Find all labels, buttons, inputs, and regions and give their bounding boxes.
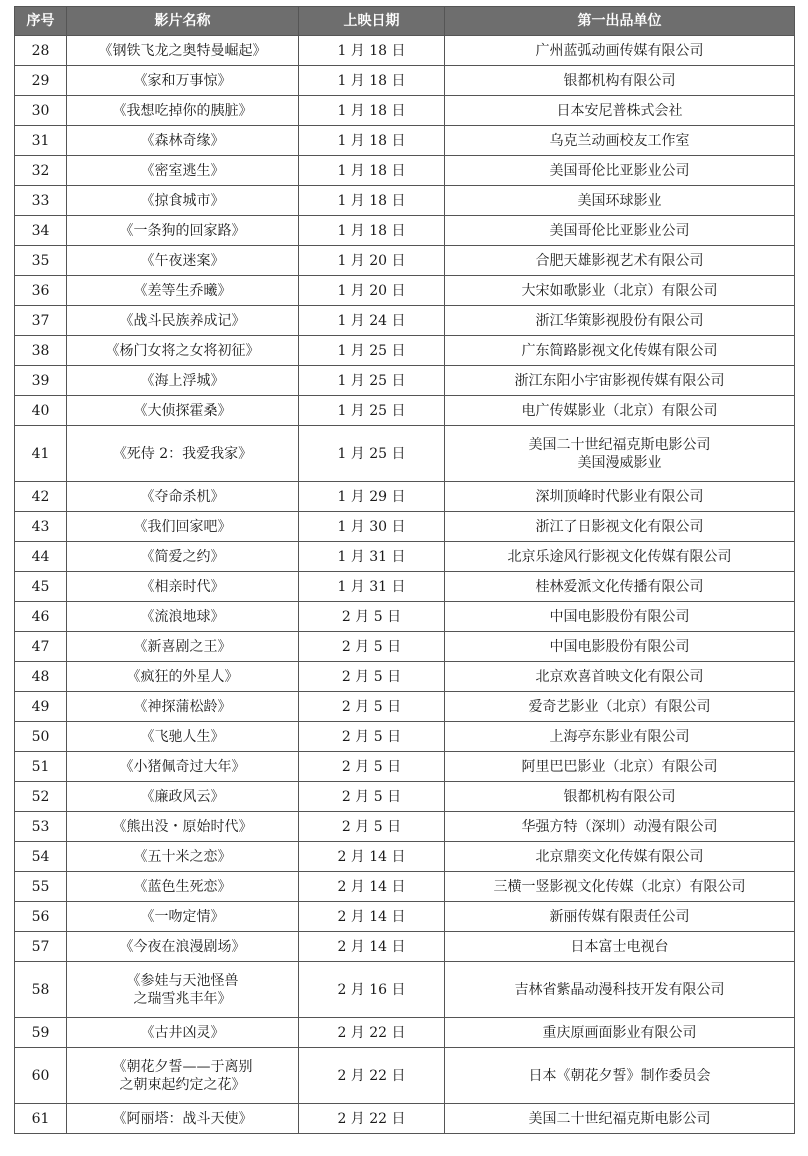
- table-header: [15, 7, 795, 36]
- film-title-line: 《蓝色生死恋》: [133, 878, 232, 895]
- producer: [445, 216, 795, 246]
- row-index: 38: [15, 336, 67, 366]
- row-index: 57: [15, 932, 67, 962]
- row-index: 32: [15, 156, 67, 186]
- producer: [445, 246, 795, 276]
- row-index: 36: [15, 276, 67, 306]
- producer: [445, 66, 795, 96]
- release-date: 2 月 22 日: [299, 1048, 445, 1104]
- film-title: [67, 752, 299, 782]
- film-title: [67, 96, 299, 126]
- film-title-line: 《古井凶灵》: [140, 1024, 225, 1041]
- release-date: 2 月 5 日: [299, 722, 445, 752]
- producer-line: 广州蓝弧动画传媒有限公司: [535, 42, 704, 59]
- film-title-line: 《小猪佩奇过大年》: [119, 758, 246, 775]
- table-row: [15, 752, 795, 782]
- table-row: [15, 692, 795, 722]
- producer-line: 美国哥伦比亚影业公司: [549, 222, 690, 239]
- film-title: [67, 602, 299, 632]
- release-date: 2 月 14 日: [299, 842, 445, 872]
- film-title: [67, 1018, 299, 1048]
- row-index: 30: [15, 96, 67, 126]
- row-index: 51: [15, 752, 67, 782]
- row-index: 43: [15, 512, 67, 542]
- table-row: [15, 482, 795, 512]
- producer: [445, 1048, 795, 1104]
- film-title-line: 《朝花夕誓——于离别: [112, 1058, 253, 1075]
- header-index: 序号: [15, 7, 67, 36]
- release-date: 2 月 5 日: [299, 752, 445, 782]
- film-title: [67, 662, 299, 692]
- film-title: [67, 692, 299, 722]
- producer-line: 广东简路影视文化传媒有限公司: [521, 342, 718, 359]
- producer-line: 日本《朝花夕誓》制作委员会: [528, 1067, 711, 1084]
- film-title: [67, 66, 299, 96]
- row-index: 49: [15, 692, 67, 722]
- film-title: [67, 482, 299, 512]
- table-row: [15, 782, 795, 812]
- film-title-line: 《简爱之约》: [140, 548, 225, 565]
- producer-line: 北京鼎奕文化传媒有限公司: [535, 848, 704, 865]
- table-row: [15, 842, 795, 872]
- row-index: 42: [15, 482, 67, 512]
- film-title-line: 《森林奇缘》: [140, 132, 225, 149]
- film-title: [67, 542, 299, 572]
- film-title: [67, 336, 299, 366]
- film-title-line: 《我想吃掉你的胰脏》: [112, 102, 253, 119]
- film-title: [67, 396, 299, 426]
- table-row: [15, 1104, 795, 1134]
- table-row: [15, 542, 795, 572]
- release-date: 1 月 24 日: [299, 306, 445, 336]
- film-title: [67, 1048, 299, 1104]
- table-row: [15, 156, 795, 186]
- table-row: [15, 396, 795, 426]
- row-index: 35: [15, 246, 67, 276]
- film-title: [67, 962, 299, 1018]
- release-date: 1 月 25 日: [299, 366, 445, 396]
- film-title: [67, 902, 299, 932]
- producer: [445, 692, 795, 722]
- table-row: [15, 126, 795, 156]
- release-date: 2 月 5 日: [299, 782, 445, 812]
- release-date: 2 月 14 日: [299, 872, 445, 902]
- release-date: 1 月 25 日: [299, 336, 445, 366]
- release-date: 1 月 25 日: [299, 396, 445, 426]
- producer: [445, 426, 795, 482]
- film-title-line: 《相亲时代》: [140, 578, 225, 595]
- table-row: [15, 36, 795, 66]
- release-date: 2 月 5 日: [299, 602, 445, 632]
- film-title-line: 《钢铁飞龙之奥特曼崛起》: [98, 42, 267, 59]
- film-title-line: 《杨门女将之女将初征》: [105, 342, 260, 359]
- producer-line: 银都机构有限公司: [563, 72, 676, 89]
- producer-line: 美国二十世纪福克斯电影公司: [528, 1110, 711, 1127]
- film-title-line: 《今夜在浪漫剧场》: [119, 938, 246, 955]
- row-index: 55: [15, 872, 67, 902]
- film-title: [67, 306, 299, 336]
- table-row: [15, 276, 795, 306]
- producer: [445, 572, 795, 602]
- producer-line: 浙江了日影视文化有限公司: [535, 518, 704, 535]
- header-producer: 第一出品单位: [445, 7, 795, 36]
- row-index: 40: [15, 396, 67, 426]
- producer-line: 电广传媒影业（北京）有限公司: [521, 402, 718, 419]
- release-date: 1 月 18 日: [299, 96, 445, 126]
- film-title: [67, 572, 299, 602]
- film-title-line: 《熊出没・原始时代》: [112, 818, 253, 835]
- producer: [445, 512, 795, 542]
- producer: [445, 306, 795, 336]
- row-index: 28: [15, 36, 67, 66]
- row-index: 41: [15, 426, 67, 482]
- film-title: [67, 36, 299, 66]
- table-row: [15, 186, 795, 216]
- table-row: [15, 96, 795, 126]
- producer: [445, 842, 795, 872]
- film-title-line: 《廉政风云》: [140, 788, 225, 805]
- producer: [445, 126, 795, 156]
- row-index: 58: [15, 962, 67, 1018]
- producer: [445, 932, 795, 962]
- table-body: [15, 36, 795, 1134]
- producer-line: 银都机构有限公司: [563, 788, 676, 805]
- producer: [445, 1018, 795, 1048]
- release-date: 1 月 20 日: [299, 246, 445, 276]
- producer-line: 日本富士电视台: [570, 938, 669, 955]
- film-title: [67, 722, 299, 752]
- film-title-line: 《一吻定情》: [140, 908, 225, 925]
- table-row: [15, 602, 795, 632]
- row-index: 39: [15, 366, 67, 396]
- table-row: [15, 962, 795, 1018]
- film-title: [67, 246, 299, 276]
- table-row: [15, 632, 795, 662]
- producer: [445, 482, 795, 512]
- release-date: 2 月 22 日: [299, 1018, 445, 1048]
- film-title-line: 《参娃与天池怪兽: [126, 972, 239, 989]
- producer: [445, 366, 795, 396]
- release-date: 2 月 5 日: [299, 662, 445, 692]
- table-row: [15, 366, 795, 396]
- producer-line: 重庆原画面影业有限公司: [542, 1024, 697, 1041]
- release-date: 1 月 30 日: [299, 512, 445, 542]
- film-title-line: 《五十米之恋》: [133, 848, 232, 865]
- table-row: [15, 246, 795, 276]
- film-title: [67, 512, 299, 542]
- film-title-line: 《阿丽塔：战斗天使》: [112, 1110, 253, 1127]
- film-title-line: 《密室逃生》: [140, 162, 225, 179]
- table-row: [15, 66, 795, 96]
- row-index: 52: [15, 782, 67, 812]
- table-row: [15, 216, 795, 246]
- row-index: 53: [15, 812, 67, 842]
- release-date: 1 月 31 日: [299, 542, 445, 572]
- release-date: 2 月 14 日: [299, 932, 445, 962]
- release-date: 2 月 14 日: [299, 902, 445, 932]
- producer-line: 中国电影股份有限公司: [549, 638, 690, 655]
- release-date: 2 月 5 日: [299, 812, 445, 842]
- film-release-table: [14, 6, 795, 1134]
- producer-line: 阿里巴巴影业（北京）有限公司: [521, 758, 718, 775]
- producer-line: 桂林爱派文化传播有限公司: [535, 578, 704, 595]
- table-row: [15, 426, 795, 482]
- film-title-line: 《疯狂的外星人》: [126, 668, 239, 685]
- producer-line: 乌克兰动画校友工作室: [549, 132, 690, 149]
- row-index: 46: [15, 602, 67, 632]
- film-title-line: 《差等生乔曦》: [133, 282, 232, 299]
- producer-line: 吉林省紫晶动漫科技开发有限公司: [514, 981, 725, 998]
- table-row: [15, 572, 795, 602]
- header-row: [15, 7, 795, 36]
- film-title: [67, 872, 299, 902]
- film-title: [67, 932, 299, 962]
- row-index: 37: [15, 306, 67, 336]
- row-index: 31: [15, 126, 67, 156]
- film-title-line: 之朝束起约定之花》: [119, 1076, 246, 1093]
- film-title: [67, 216, 299, 246]
- row-index: 45: [15, 572, 67, 602]
- producer: [445, 782, 795, 812]
- film-title: [67, 426, 299, 482]
- release-date: 1 月 29 日: [299, 482, 445, 512]
- producer: [445, 276, 795, 306]
- producer: [445, 186, 795, 216]
- film-title-line: 《死侍 2：我爱我家》: [112, 445, 253, 462]
- table-row: [15, 1018, 795, 1048]
- producer-line: 日本安尼普株式会社: [556, 102, 683, 119]
- release-date: 1 月 18 日: [299, 156, 445, 186]
- producer: [445, 156, 795, 186]
- film-title: [67, 842, 299, 872]
- producer: [445, 722, 795, 752]
- release-date: 2 月 22 日: [299, 1104, 445, 1134]
- producer: [445, 1104, 795, 1134]
- row-index: 47: [15, 632, 67, 662]
- table-row: [15, 512, 795, 542]
- film-title-line: 《一条狗的回家路》: [119, 222, 246, 239]
- table-row: [15, 812, 795, 842]
- producer-line: 美国环球影业: [577, 192, 662, 209]
- table-row: [15, 336, 795, 366]
- row-index: 44: [15, 542, 67, 572]
- table-row: [15, 1048, 795, 1104]
- release-date: 1 月 20 日: [299, 276, 445, 306]
- film-title: [67, 812, 299, 842]
- film-title-line: 之瑞雪兆丰年》: [133, 990, 232, 1007]
- film-title-line: 《我们回家吧》: [133, 518, 232, 535]
- film-title: [67, 632, 299, 662]
- film-title-line: 《家和万事惊》: [133, 72, 232, 89]
- film-title: [67, 276, 299, 306]
- release-date: 2 月 5 日: [299, 692, 445, 722]
- film-title-line: 《掠食城市》: [140, 192, 225, 209]
- producer: [445, 632, 795, 662]
- producer-line: 深圳顶峰时代影业有限公司: [535, 488, 704, 505]
- table-row: [15, 722, 795, 752]
- producer-line: 中国电影股份有限公司: [549, 608, 690, 625]
- film-title-line: 《神探蒲松龄》: [133, 698, 232, 715]
- producer: [445, 662, 795, 692]
- release-date: 1 月 25 日: [299, 426, 445, 482]
- film-title-line: 《海上浮城》: [140, 372, 225, 389]
- producer: [445, 542, 795, 572]
- film-title: [67, 782, 299, 812]
- release-date: 1 月 18 日: [299, 126, 445, 156]
- producer: [445, 96, 795, 126]
- release-date: 2 月 16 日: [299, 962, 445, 1018]
- producer-line: 北京乐途风行影视文化传媒有限公司: [507, 548, 732, 565]
- release-date: 1 月 18 日: [299, 36, 445, 66]
- producer-line: 上海亭东影业有限公司: [549, 728, 690, 745]
- film-title-line: 《流浪地球》: [140, 608, 225, 625]
- producer-line: 美国二十世纪福克斯电影公司: [528, 436, 711, 453]
- producer: [445, 36, 795, 66]
- film-title: [67, 186, 299, 216]
- release-date: 1 月 18 日: [299, 216, 445, 246]
- producer-line: 爱奇艺影业（北京）有限公司: [528, 698, 711, 715]
- table-row: [15, 932, 795, 962]
- row-index: 34: [15, 216, 67, 246]
- film-title-line: 《夺命杀机》: [140, 488, 225, 505]
- table-row: [15, 306, 795, 336]
- release-date: 1 月 31 日: [299, 572, 445, 602]
- producer-line: 浙江华策影视股份有限公司: [535, 312, 704, 329]
- producer: [445, 396, 795, 426]
- row-index: 60: [15, 1048, 67, 1104]
- film-title: [67, 1104, 299, 1134]
- row-index: 48: [15, 662, 67, 692]
- producer: [445, 812, 795, 842]
- producer: [445, 336, 795, 366]
- release-date: 2 月 5 日: [299, 632, 445, 662]
- film-title-line: 《飞驰人生》: [140, 728, 225, 745]
- film-title: [67, 366, 299, 396]
- producer-line: 大宋如歌影业（北京）有限公司: [521, 282, 718, 299]
- producer-line: 合肥天雄影视艺术有限公司: [535, 252, 704, 269]
- table-row: [15, 662, 795, 692]
- row-index: 56: [15, 902, 67, 932]
- row-index: 29: [15, 66, 67, 96]
- film-release-table-page: [14, 6, 794, 1134]
- row-index: 33: [15, 186, 67, 216]
- film-title-line: 《大侦探霍桑》: [133, 402, 232, 419]
- film-title: [67, 126, 299, 156]
- row-index: 54: [15, 842, 67, 872]
- header-release-date: 上映日期: [299, 7, 445, 36]
- film-title-line: 《午夜迷案》: [140, 252, 225, 269]
- producer-line: 华强方特（深圳）动漫有限公司: [521, 818, 718, 835]
- film-title: [67, 156, 299, 186]
- release-date: 1 月 18 日: [299, 186, 445, 216]
- row-index: 59: [15, 1018, 67, 1048]
- producer-line: 美国漫威影业: [577, 454, 662, 471]
- producer-line: 美国哥伦比亚影业公司: [549, 162, 690, 179]
- release-date: 1 月 18 日: [299, 66, 445, 96]
- row-index: 61: [15, 1104, 67, 1134]
- producer-line: 浙江东阳小宇宙影视传媒有限公司: [514, 372, 725, 389]
- table-row: [15, 902, 795, 932]
- table-row: [15, 872, 795, 902]
- header-film-title: 影片名称: [67, 7, 299, 36]
- producer-line: 三横一竖影视文化传媒（北京）有限公司: [493, 878, 746, 895]
- row-index: 50: [15, 722, 67, 752]
- producer: [445, 602, 795, 632]
- producer: [445, 752, 795, 782]
- producer-line: 新丽传媒有限责任公司: [549, 908, 690, 925]
- producer: [445, 902, 795, 932]
- producer-line: 北京欢喜首映文化有限公司: [535, 668, 704, 685]
- film-title-line: 《战斗民族养成记》: [119, 312, 246, 329]
- producer: [445, 962, 795, 1018]
- producer: [445, 872, 795, 902]
- film-title-line: 《新喜剧之王》: [133, 638, 232, 655]
